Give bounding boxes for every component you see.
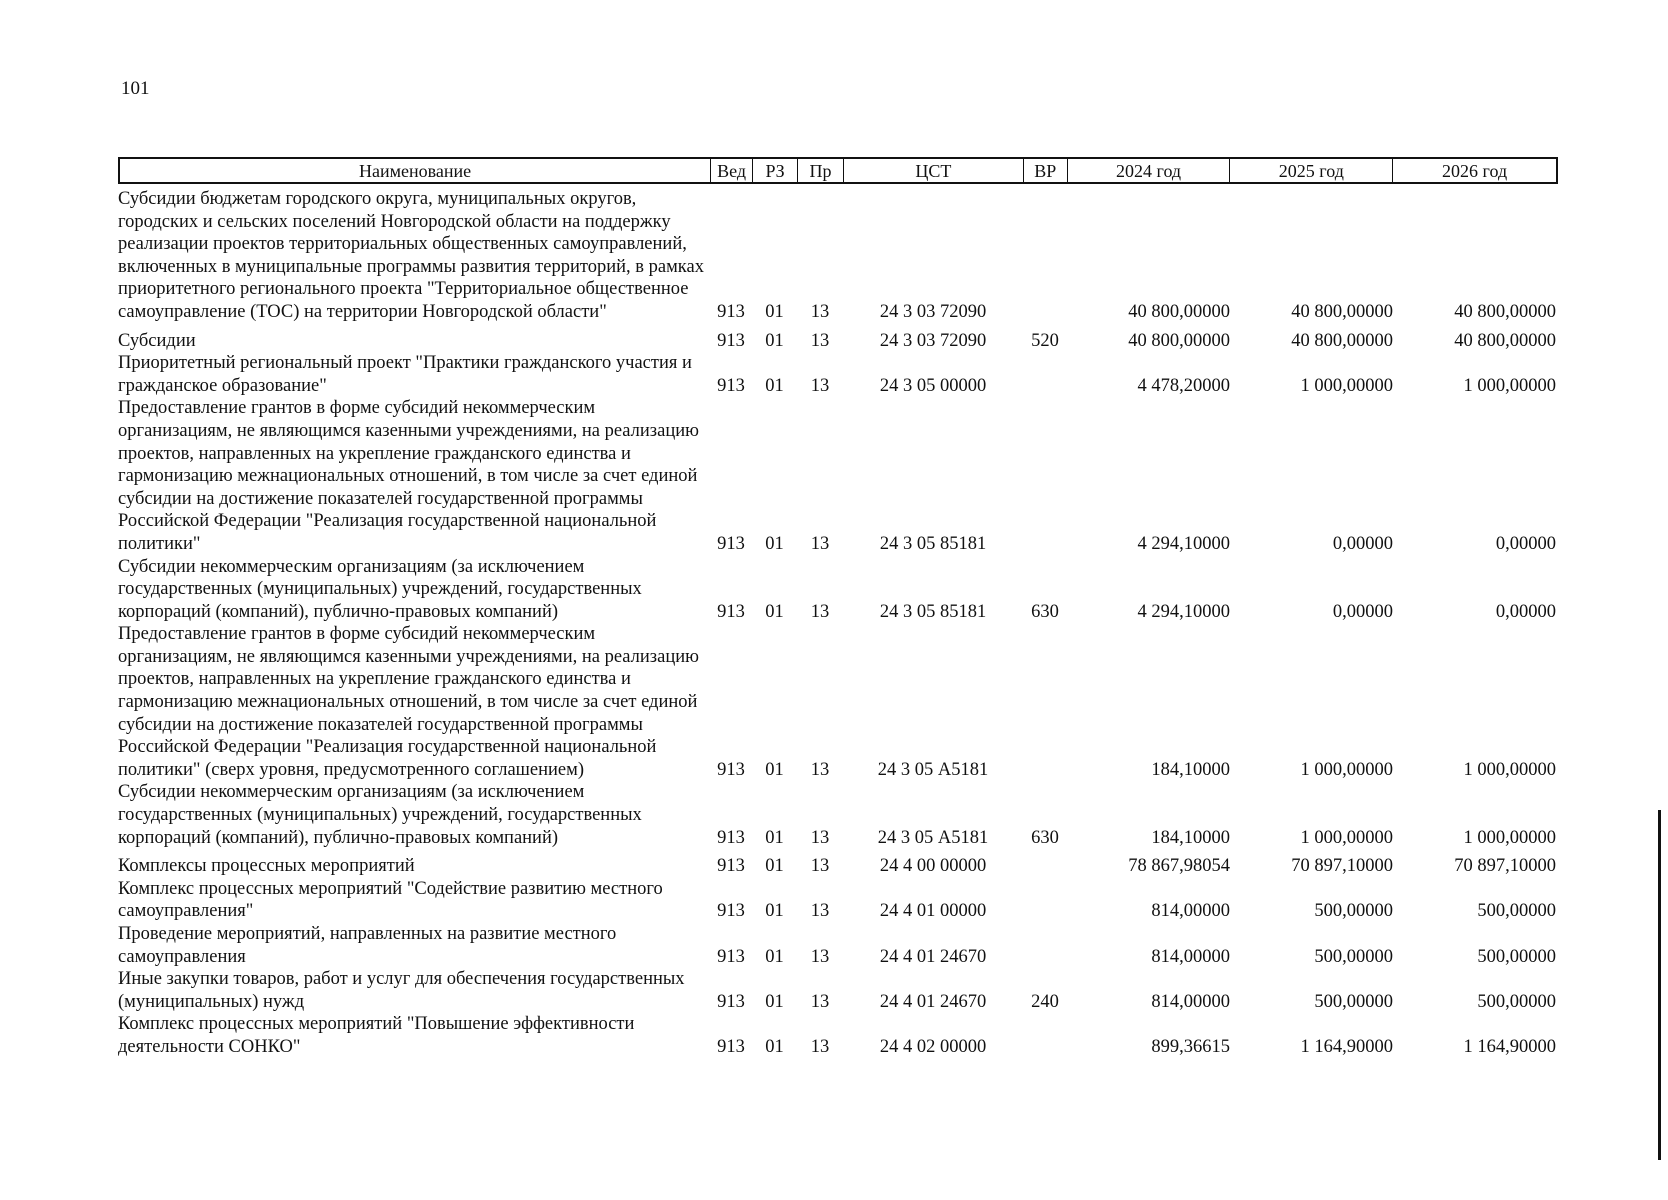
row-pr: 13 bbox=[810, 330, 830, 351]
row-name: Субсидии некоммерческим организациям (за исключением государственных (муниципальных) учреждений, государственных корпораций (компаний), публично-правовых компаний) bbox=[118, 556, 642, 622]
row-pr: 13 bbox=[810, 827, 830, 848]
header-2026: 2026 год bbox=[1442, 161, 1508, 181]
table-header bbox=[118, 157, 1558, 184]
row-cst: 24 3 05 85181 bbox=[879, 533, 987, 554]
table-row bbox=[118, 556, 1558, 624]
row-ved: 913 bbox=[717, 827, 745, 848]
row-rz: 01 bbox=[765, 759, 784, 780]
row-2025: 500,00000 bbox=[1314, 991, 1393, 1012]
row-pr: 13 bbox=[810, 533, 830, 554]
row-2025: 0,00000 bbox=[1332, 533, 1393, 554]
row-2025: 1 000,00000 bbox=[1300, 375, 1393, 396]
row-2024: 78 867,98054 bbox=[1128, 856, 1230, 877]
row-vr: 630 bbox=[1031, 601, 1059, 622]
row-name: Предоставление грантов в форме субсидий некоммерческим организациям, не являющимся казенными учреждениями, на реализацию проектов, направленных на укрепление гражданского единства и гармонизацию межнациональных отношений, в том числе за счет единой субсидии на достижение показателей государственной программы Российской Федерации "Реализация государственной национальной политики" (сверх уровня, предусмотренного соглашением) bbox=[118, 624, 699, 780]
row-cst: 24 4 02 00000 bbox=[879, 1036, 987, 1057]
row-ved: 913 bbox=[717, 1036, 745, 1057]
row-rz: 01 bbox=[765, 375, 784, 396]
header-vr: ВР bbox=[1024, 159, 1068, 182]
row-cst: 24 4 01 00000 bbox=[879, 901, 987, 922]
row-cst: 24 3 05 А5181 bbox=[877, 827, 989, 848]
table-row bbox=[118, 923, 1558, 968]
row-vr: 240 bbox=[1031, 991, 1059, 1012]
row-rz: 01 bbox=[765, 946, 784, 967]
row-2026: 0,00000 bbox=[1495, 533, 1556, 554]
row-pr: 13 bbox=[810, 759, 830, 780]
row-2024: 40 800,00000 bbox=[1128, 330, 1230, 351]
table-row bbox=[118, 623, 1558, 781]
row-2026: 40 800,00000 bbox=[1454, 301, 1556, 322]
header-rz: РЗ bbox=[753, 159, 798, 182]
row-2025: 500,00000 bbox=[1314, 946, 1393, 967]
table-row bbox=[118, 188, 1558, 324]
row-name: Приоритетный региональный проект "Практики гражданского участия и гражданское образование" bbox=[118, 353, 692, 396]
row-2026: 70 897,10000 bbox=[1454, 856, 1556, 877]
row-2026: 0,00000 bbox=[1495, 601, 1556, 622]
row-name: Субсидии бюджетам городского округа, муниципальных округов, городских и сельских поселений Новгородской области на поддержку реализации проектов территориальных общественных самоуправлений, включенных в муниципальные программы развития территорий, в рамках приоритетного регионального проекта "Территориальное общественное самоуправление (ТОС) на территории Новгородской области" bbox=[118, 189, 704, 322]
row-cst: 24 3 03 72090 bbox=[879, 301, 987, 322]
row-cst: 24 3 05 00000 bbox=[879, 375, 987, 396]
header-name: Наименование bbox=[120, 159, 711, 182]
row-rz: 01 bbox=[765, 1036, 784, 1057]
row-pr: 13 bbox=[810, 901, 830, 922]
row-ved: 913 bbox=[717, 946, 745, 967]
row-2024: 4 294,10000 bbox=[1137, 533, 1230, 554]
table-row bbox=[118, 878, 1558, 923]
row-ved: 913 bbox=[717, 301, 745, 322]
row-2024: 814,00000 bbox=[1151, 946, 1230, 967]
scan-edge-mark bbox=[1658, 810, 1661, 1160]
row-rz: 01 bbox=[765, 991, 784, 1012]
row-pr: 13 bbox=[810, 1036, 830, 1057]
row-ved: 913 bbox=[717, 375, 745, 396]
row-pr: 13 bbox=[810, 375, 830, 396]
row-cst: 24 4 01 24670 bbox=[879, 946, 987, 967]
row-pr: 13 bbox=[810, 601, 830, 622]
row-2025: 40 800,00000 bbox=[1291, 301, 1393, 322]
row-2024: 40 800,00000 bbox=[1128, 301, 1230, 322]
row-ved: 913 bbox=[717, 856, 745, 877]
row-name: Проведение мероприятий, направленных на развитие местного самоуправления bbox=[118, 924, 617, 967]
row-2026: 1 000,00000 bbox=[1463, 375, 1556, 396]
row-2025: 0,00000 bbox=[1332, 601, 1393, 622]
row-rz: 01 bbox=[765, 856, 784, 877]
row-rz: 01 bbox=[765, 601, 784, 622]
table-row bbox=[118, 968, 1558, 1013]
row-name: Субсидии некоммерческим организациям (за исключением государственных (муниципальных) учреждений, государственных корпораций (компаний), публично-правовых компаний) bbox=[118, 782, 642, 848]
row-rz: 01 bbox=[765, 330, 784, 351]
row-2024: 184,10000 bbox=[1151, 759, 1230, 780]
row-vr: 520 bbox=[1031, 330, 1059, 351]
header-ved: Вед bbox=[711, 159, 753, 182]
row-2024: 4 294,10000 bbox=[1137, 601, 1230, 622]
header-2025: 2025 год bbox=[1230, 159, 1393, 182]
row-cst: 24 3 05 А5181 bbox=[877, 759, 989, 780]
row-name: Комплекс процессных мероприятий "Содействие развитию местного самоуправления" bbox=[118, 878, 663, 922]
row-vr: 630 bbox=[1031, 827, 1059, 848]
page-number: 101 bbox=[121, 78, 150, 99]
row-ved: 913 bbox=[717, 901, 745, 922]
header-2024: 2024 год bbox=[1068, 159, 1231, 182]
row-2026: 500,00000 bbox=[1477, 901, 1556, 922]
table-row bbox=[118, 1013, 1558, 1058]
table-row bbox=[118, 352, 1558, 397]
row-2024: 184,10000 bbox=[1151, 827, 1230, 848]
row-pr: 13 bbox=[810, 301, 830, 322]
row-2026: 500,00000 bbox=[1477, 946, 1556, 967]
row-cst: 24 4 01 24670 bbox=[879, 991, 987, 1012]
row-rz: 01 bbox=[765, 533, 784, 554]
row-2025: 1 000,00000 bbox=[1300, 759, 1393, 780]
row-2026: 40 800,00000 bbox=[1454, 330, 1556, 351]
row-ved: 913 bbox=[717, 759, 745, 780]
table-row bbox=[118, 855, 1558, 878]
row-name: Субсидии bbox=[118, 330, 196, 351]
row-ved: 913 bbox=[717, 991, 745, 1012]
row-pr: 13 bbox=[810, 991, 830, 1012]
row-2026: 500,00000 bbox=[1477, 991, 1556, 1012]
header-pr: Пр bbox=[798, 159, 844, 182]
row-2026: 1 000,00000 bbox=[1463, 827, 1556, 848]
row-ved: 913 bbox=[717, 330, 745, 351]
row-name: Комплекс процессных мероприятий "Повышение эффективности деятельности СОНКО" bbox=[118, 1014, 635, 1057]
row-ved: 913 bbox=[717, 601, 745, 622]
row-2026: 1 164,90000 bbox=[1463, 1036, 1556, 1057]
row-2024: 4 478,20000 bbox=[1137, 375, 1230, 396]
row-rz: 01 bbox=[765, 301, 784, 322]
row-cst: 24 4 00 00000 bbox=[879, 856, 987, 877]
row-name: Иные закупки товаров, работ и услуг для обеспечения государственных (муниципальных) нужд bbox=[118, 969, 685, 1012]
row-2025: 1 000,00000 bbox=[1300, 827, 1393, 848]
table-row bbox=[118, 781, 1558, 849]
row-rz: 01 bbox=[765, 901, 784, 922]
row-2026: 1 000,00000 bbox=[1463, 759, 1556, 780]
row-2024: 814,00000 bbox=[1151, 901, 1230, 922]
header-cst: ЦСТ bbox=[844, 159, 1024, 182]
row-name: Предоставление грантов в форме субсидий некоммерческим организациям, не являющимся казенными учреждениями, на реализацию проектов, направленных на укрепление гражданского единства и гармонизацию межнациональных отношений, в том числе за счет единой субсидии на достижение показателей государственной программы Российской Федерации "Реализация государственной национальной политики" bbox=[118, 398, 699, 554]
row-2024: 899,36615 bbox=[1151, 1036, 1230, 1057]
table-body bbox=[118, 188, 1558, 1059]
row-2024: 814,00000 bbox=[1151, 991, 1230, 1012]
row-2025: 70 897,10000 bbox=[1291, 856, 1393, 877]
row-pr: 13 bbox=[810, 856, 830, 877]
row-ved: 913 bbox=[717, 533, 745, 554]
table-row bbox=[118, 397, 1558, 555]
row-rz: 01 bbox=[765, 827, 784, 848]
row-2025: 1 164,90000 bbox=[1300, 1036, 1393, 1057]
row-2025: 40 800,00000 bbox=[1291, 330, 1393, 351]
row-cst: 24 3 03 72090 bbox=[879, 330, 987, 351]
table-row bbox=[118, 330, 1558, 353]
row-2025: 500,00000 bbox=[1314, 901, 1393, 922]
row-pr: 13 bbox=[810, 946, 830, 967]
row-name: Комплексы процессных мероприятий bbox=[118, 856, 415, 877]
row-cst: 24 3 05 85181 bbox=[879, 601, 987, 622]
